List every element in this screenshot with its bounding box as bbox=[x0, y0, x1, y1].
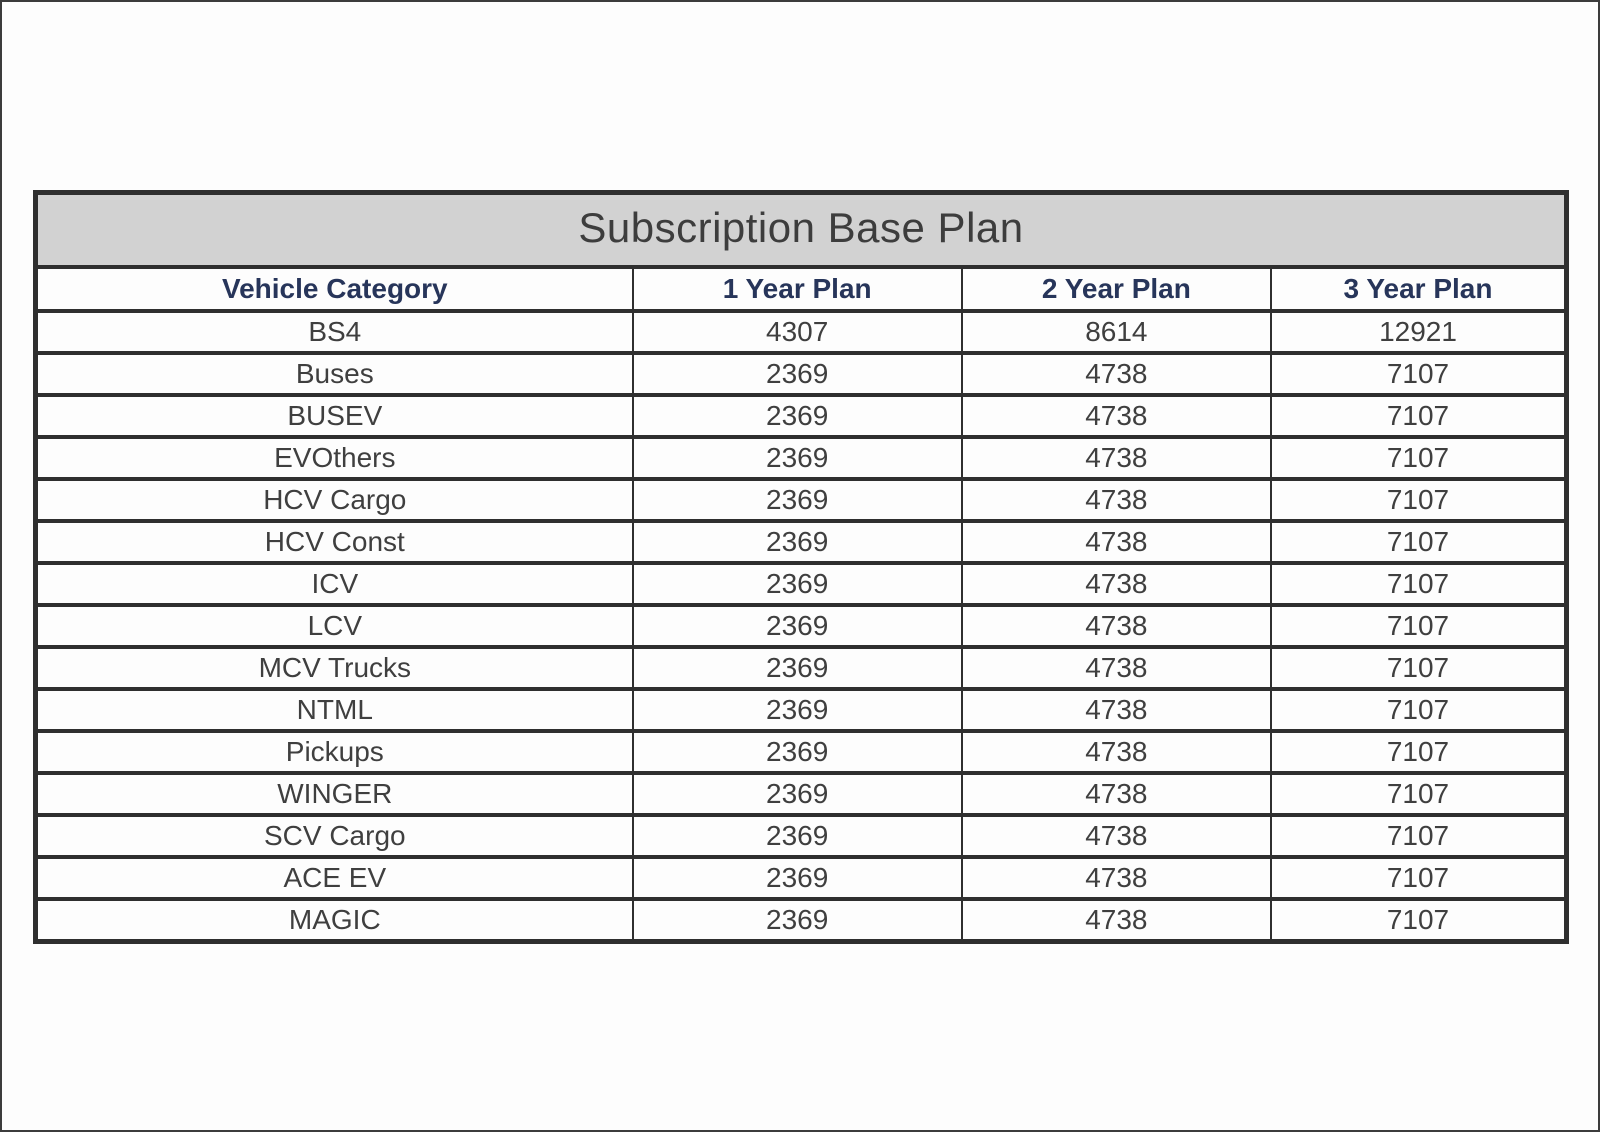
cell-2-year-plan: 4738 bbox=[962, 563, 1271, 605]
table-row bbox=[36, 395, 1567, 437]
cell-2-year-plan: 8614 bbox=[962, 311, 1271, 353]
cell-2-year-plan: 4738 bbox=[962, 773, 1271, 815]
cell-2-year-plan: 4738 bbox=[962, 689, 1271, 731]
cell-1-year-plan: 2369 bbox=[633, 899, 962, 942]
column-header-2-year-plan: 2 Year Plan bbox=[962, 267, 1271, 311]
cell-vehicle-category: Pickups bbox=[36, 731, 633, 773]
table-row bbox=[36, 857, 1567, 899]
table-row bbox=[36, 353, 1567, 395]
table-title-row bbox=[36, 193, 1567, 268]
cell-vehicle-category: BUSEV bbox=[36, 395, 633, 437]
cell-1-year-plan: 2369 bbox=[633, 563, 962, 605]
table-row bbox=[36, 773, 1567, 815]
cell-vehicle-category: EVOthers bbox=[36, 437, 633, 479]
table-row bbox=[36, 311, 1567, 353]
cell-1-year-plan: 2369 bbox=[633, 647, 962, 689]
cell-1-year-plan: 2369 bbox=[633, 857, 962, 899]
cell-3-year-plan: 7107 bbox=[1271, 437, 1567, 479]
cell-2-year-plan: 4738 bbox=[962, 353, 1271, 395]
cell-2-year-plan: 4738 bbox=[962, 437, 1271, 479]
table-row bbox=[36, 605, 1567, 647]
table-header-row bbox=[36, 267, 1567, 311]
cell-vehicle-category: MAGIC bbox=[36, 899, 633, 942]
cell-3-year-plan: 7107 bbox=[1271, 773, 1567, 815]
cell-3-year-plan: 12921 bbox=[1271, 311, 1567, 353]
table-title: Subscription Base Plan bbox=[36, 193, 1567, 268]
cell-1-year-plan: 2369 bbox=[633, 731, 962, 773]
cell-2-year-plan: 4738 bbox=[962, 605, 1271, 647]
cell-3-year-plan: 7107 bbox=[1271, 353, 1567, 395]
cell-vehicle-category: SCV Cargo bbox=[36, 815, 633, 857]
cell-vehicle-category: NTML bbox=[36, 689, 633, 731]
cell-1-year-plan: 2369 bbox=[633, 773, 962, 815]
cell-1-year-plan: 2369 bbox=[633, 605, 962, 647]
cell-3-year-plan: 7107 bbox=[1271, 395, 1567, 437]
cell-3-year-plan: 7107 bbox=[1271, 479, 1567, 521]
cell-2-year-plan: 4738 bbox=[962, 647, 1271, 689]
cell-vehicle-category: MCV Trucks bbox=[36, 647, 633, 689]
cell-3-year-plan: 7107 bbox=[1271, 689, 1567, 731]
cell-vehicle-category: LCV bbox=[36, 605, 633, 647]
cell-3-year-plan: 7107 bbox=[1271, 815, 1567, 857]
cell-vehicle-category: HCV Cargo bbox=[36, 479, 633, 521]
table-row bbox=[36, 899, 1567, 942]
column-header-1-year-plan: 1 Year Plan bbox=[633, 267, 962, 311]
cell-2-year-plan: 4738 bbox=[962, 395, 1271, 437]
subscription-base-plan-table bbox=[33, 190, 1569, 944]
table-row bbox=[36, 563, 1567, 605]
table-row bbox=[36, 815, 1567, 857]
cell-2-year-plan: 4738 bbox=[962, 899, 1271, 942]
cell-1-year-plan: 2369 bbox=[633, 689, 962, 731]
table-row bbox=[36, 521, 1567, 563]
cell-1-year-plan: 2369 bbox=[633, 437, 962, 479]
cell-3-year-plan: 7107 bbox=[1271, 563, 1567, 605]
cell-1-year-plan: 4307 bbox=[633, 311, 962, 353]
cell-2-year-plan: 4738 bbox=[962, 857, 1271, 899]
table-row bbox=[36, 479, 1567, 521]
table-row bbox=[36, 647, 1567, 689]
cell-2-year-plan: 4738 bbox=[962, 521, 1271, 563]
table-row bbox=[36, 689, 1567, 731]
cell-1-year-plan: 2369 bbox=[633, 521, 962, 563]
cell-1-year-plan: 2369 bbox=[633, 353, 962, 395]
table-row bbox=[36, 731, 1567, 773]
cell-1-year-plan: 2369 bbox=[633, 815, 962, 857]
cell-vehicle-category: WINGER bbox=[36, 773, 633, 815]
cell-1-year-plan: 2369 bbox=[633, 395, 962, 437]
cell-3-year-plan: 7107 bbox=[1271, 899, 1567, 942]
cell-3-year-plan: 7107 bbox=[1271, 521, 1567, 563]
cell-3-year-plan: 7107 bbox=[1271, 731, 1567, 773]
cell-3-year-plan: 7107 bbox=[1271, 647, 1567, 689]
column-header-3-year-plan: 3 Year Plan bbox=[1271, 267, 1567, 311]
cell-2-year-plan: 4738 bbox=[962, 731, 1271, 773]
cell-vehicle-category: HCV Const bbox=[36, 521, 633, 563]
cell-2-year-plan: 4738 bbox=[962, 815, 1271, 857]
cell-3-year-plan: 7107 bbox=[1271, 605, 1567, 647]
cell-1-year-plan: 2369 bbox=[633, 479, 962, 521]
column-header-vehicle-category: Vehicle Category bbox=[36, 267, 633, 311]
cell-vehicle-category: ICV bbox=[36, 563, 633, 605]
cell-3-year-plan: 7107 bbox=[1271, 857, 1567, 899]
cell-2-year-plan: 4738 bbox=[962, 479, 1271, 521]
table-body bbox=[36, 311, 1567, 942]
table-row bbox=[36, 437, 1567, 479]
cell-vehicle-category: ACE EV bbox=[36, 857, 633, 899]
cell-vehicle-category: Buses bbox=[36, 353, 633, 395]
cell-vehicle-category: BS4 bbox=[36, 311, 633, 353]
